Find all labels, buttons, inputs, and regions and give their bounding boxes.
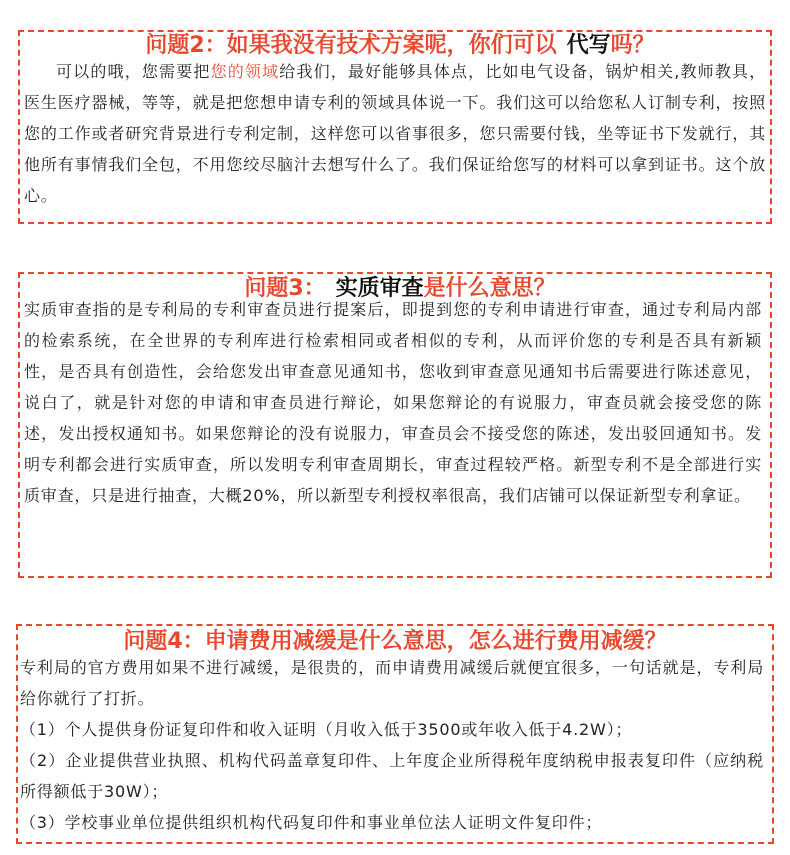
question-2-title-part-b: 代写: [566, 33, 611, 59]
question-2-title-part-a: 问题2：如果我没有技术方案呢，你们可以: [135, 33, 566, 58]
question-3-answer: 实质审查指的是专利局的专利审查员进行提案后，即提到您的专利申请进行审查，通过专利局内部的检索系统，在全世界的专利库进行检索相同或者相似的专利，从而评价您的专利是否具有新颖性，是否具有创造性，会给您发出审查意见通知书，您收到审查意见通知书后需要进行陈述意见，说白了，就是针对您的申请和审查员进行辩论，如果您辩论的有说服力，审查员就会接受您的陈述，发出授权通知书。如果您辩论的没有说服力，审查员会不接受您的陈述，发出驳回通知书。发明专利都会进行实质审查，所以发明专利审查周期长，审查过程较严格。新型专利不是全部进行实质审查，只是进行抽查，大概20%，所以新型专利授权率很高，我们店铺可以保证新型专利拿证。: [24, 300, 762, 505]
question-2-answer-part-b: 给我们，最好能够具体点，比如电气设备，锅炉相关,教师教具，医生医疗器械，等等，就是把您想申请专利的领域具体说一下。我们这可以给您私人订制专利，按照您的工作或者研究背景进行专利定制，这样您可以省事很多，您只需要付钱，坐等证书下发就行，其他所有事情我们全包，不用您绞尽脑汁去想写什么了。我们保证给您写的材料可以拿到证书。这个放心。: [24, 62, 766, 205]
question-3-title-part-b: 实质审查: [335, 276, 424, 302]
question-4-intro: 专利局的官方费用如果不进行减缓，是很贵的，而申请费用减缓后就便宜很多，一句话就是，专利局给你就行了打折。: [20, 658, 764, 708]
fee-reduction-item: （1）个人提供身份证复印件和收入证明（月收入低于3500或年收入低于4.2W）；: [20, 720, 633, 739]
question-3-title-part-a: 问题3：: [234, 276, 335, 301]
question-2-title-part-c: 吗？: [610, 33, 655, 59]
question-2-answer-part-a: 可以的哦，您需要把: [56, 62, 211, 81]
fee-reduction-item: （3）学校事业单位提供组织机构代码复印件和事业单位法人证明文件复印件；: [20, 813, 603, 832]
question-3-title-part-c: 是什么意思？: [423, 276, 556, 302]
question-2-answer-highlight: 您的领域: [210, 62, 280, 81]
question-2-answer: [24, 56, 766, 211]
faq-box-question-4: [16, 624, 774, 844]
question-4-answer: [20, 652, 764, 838]
question-4-title-text: 问题4：申请费用减缓是什么意思，怎么进行费用减缓？: [113, 629, 676, 654]
faq-box-question-3: [18, 272, 772, 578]
faq-box-question-2: [18, 30, 772, 224]
fee-reduction-item: （2）企业提供营业执照、机构代码盖章复印件、上年度企业所得税年度纳税申报表复印件（应纳税所得额低于30W）；: [20, 751, 764, 801]
